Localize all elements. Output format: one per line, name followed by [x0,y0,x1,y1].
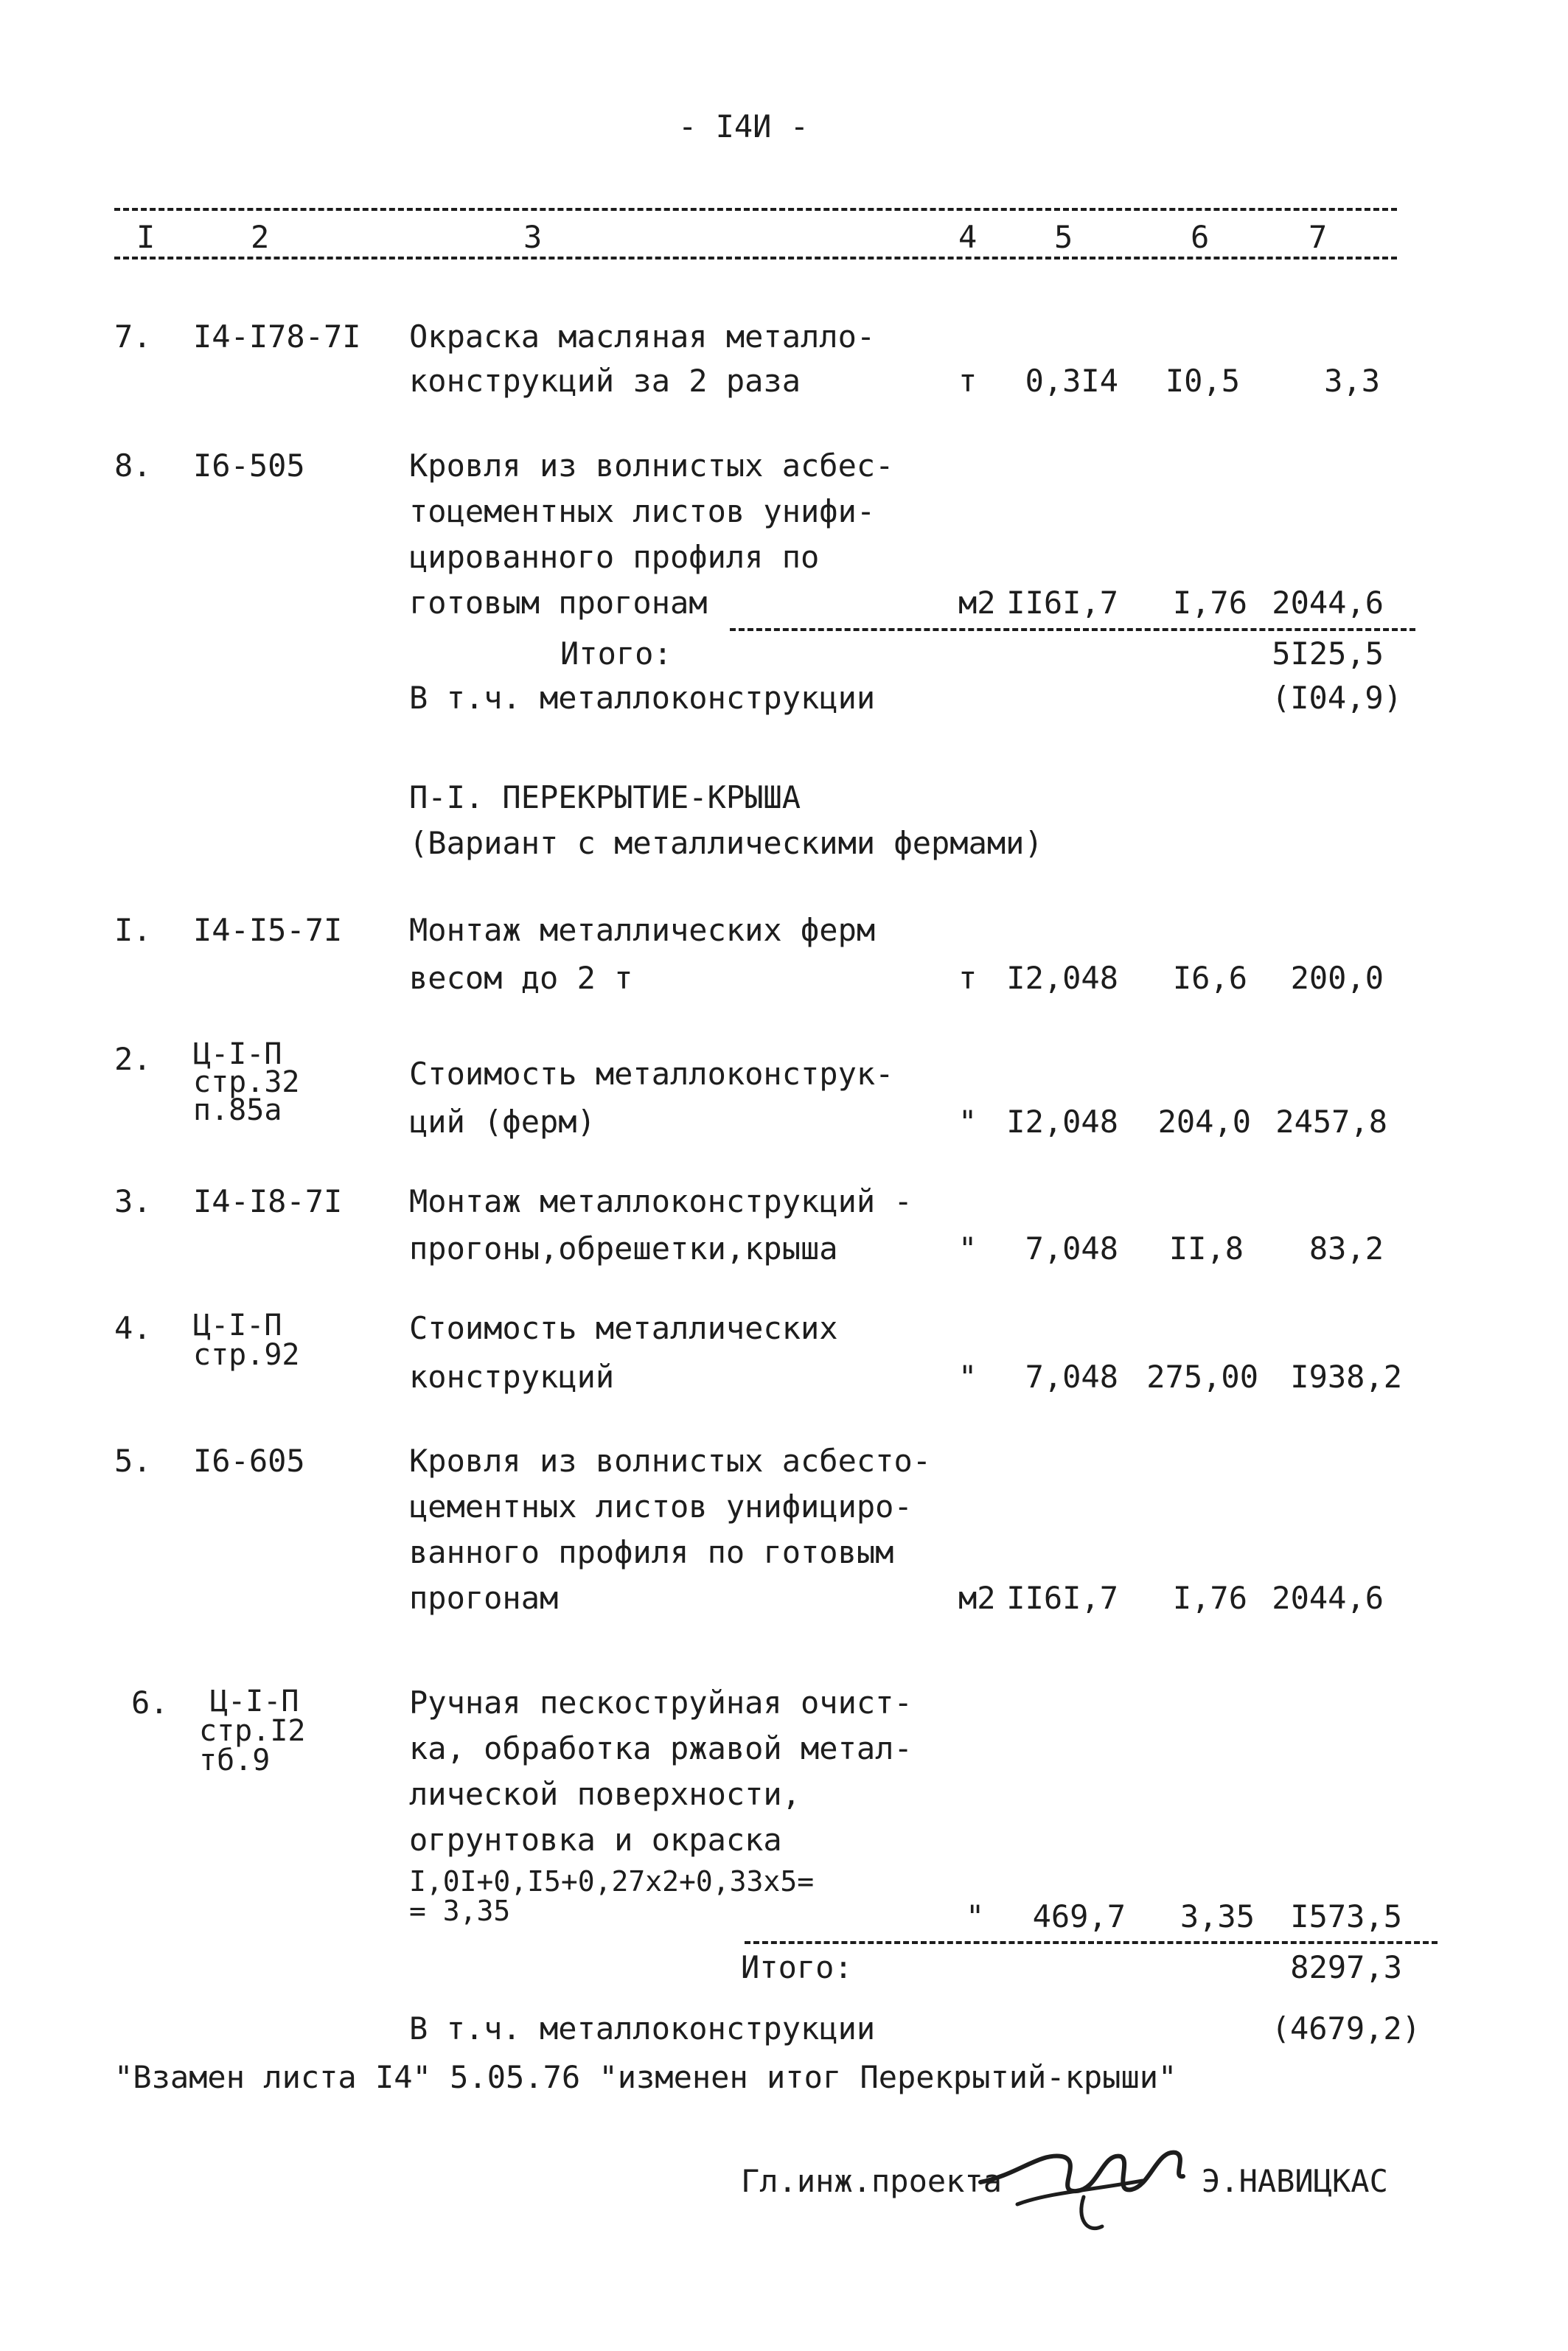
signature-name: Э.НАВИЦКАС [1202,2163,1388,2199]
row-description-line: Стоимость металлических [409,1310,838,1346]
row-total: 200,0 [1290,960,1384,996]
subtotal-label: Итого: [741,1949,853,1985]
including-label: В т.ч. металлоконструкции [409,2010,876,2047]
row-code-line: Ц-I-П [193,1037,282,1071]
row-price: I0,5 [1165,363,1240,399]
row-code-line: Ц-I-П [210,1685,299,1718]
signature-role: Гл.инж.проекта [741,2163,1003,2199]
row-description-line: огрунтовка и окраска [409,1822,782,1858]
row-description-line: цементных листов унифициро- [409,1488,913,1525]
col-header-1: I [136,219,156,255]
including-value: (4679,2) [1271,2010,1421,2047]
row-code-line: тб.9 [199,1744,271,1777]
row-code: I4-I5-7I [193,912,343,948]
row-quantity: 7,048 [1025,1230,1118,1267]
row-description-line: Окраска масляная металло- [409,318,876,355]
revision-note: "Взамен листа I4" 5.05.76 "изменен итог Перекрытий-крыши" [114,2059,1177,2095]
row-price: 204,0 [1157,1104,1251,1140]
row-quantity: I2,048 [1006,960,1118,996]
row-description-line: готовым прогонам [409,585,708,621]
row-unit: " [966,1898,985,1934]
header-rule-bottom [114,257,1397,260]
row-description-line: ванного профиля по готовым [409,1534,894,1570]
row-unit: " [958,1230,978,1267]
row-total: 83,2 [1309,1230,1384,1267]
row-code: I4-I78-7I [193,318,361,355]
row-code-line: стр.32 [193,1065,300,1099]
row-price: I6,6 [1172,960,1247,996]
row-description-line: Кровля из волнистых асбес- [409,447,894,484]
subtotal-value: 8297,3 [1290,1949,1402,1985]
row-total: 2044,6 [1272,585,1384,621]
row-unit: т [958,960,978,996]
subtotal-value: 5I25,5 [1272,635,1384,672]
row-number: 2. [114,1041,152,1077]
row-number: 3. [114,1183,152,1219]
row-price: II,8 [1168,1230,1244,1267]
signature-scribble [973,2123,1194,2241]
row-unit: " [958,1359,978,1395]
row-description-line: Ручная пескоструйная очист- [409,1685,913,1721]
row-number: 5. [114,1443,152,1479]
row-code-line: стр.92 [193,1338,300,1372]
col-header-4: 4 [958,219,978,255]
row-code-line: стр.I2 [199,1714,306,1748]
row-price: 3,35 [1180,1898,1255,1934]
row-number: 7. [114,318,152,355]
row-quantity: 469,7 [1032,1898,1126,1934]
page-number: - I4И - [678,108,809,144]
row-code: I6-605 [193,1443,305,1479]
row-quantity: II6I,7 [1006,585,1118,621]
row-description-line: Кровля из волнистых асбесто- [409,1443,932,1479]
row-unit: м2 [958,1580,996,1616]
col-header-2: 2 [251,219,270,255]
row-number: 6. [131,1685,169,1721]
row-formula-line: = 3,35 [409,1895,511,1927]
row-description-line: лической поверхности, [409,1776,801,1812]
including-value: (I04,9) [1271,680,1402,716]
row-description-line: ка, обработка ржавой метал- [409,1730,913,1766]
row-description-line: весом до 2 т [409,960,633,996]
row-number: I. [114,912,152,948]
section-subtitle: (Вариант с металлическими фермами) [409,825,1043,861]
row-code-line: п.85а [193,1093,282,1127]
row-number: 4. [114,1310,152,1346]
row-quantity: II6I,7 [1006,1580,1118,1616]
including-label: В т.ч. металлоконструкции [409,680,876,716]
col-header-7: 7 [1309,219,1328,255]
row-quantity: 7,048 [1025,1359,1118,1395]
row-price: I,76 [1172,1580,1247,1616]
row-price: 275,00 [1146,1359,1258,1395]
row-description-line: прогонам [409,1580,559,1616]
row-formula-line: I,0I+0,I5+0,27х2+0,33х5= [409,1865,815,1898]
col-header-3: 3 [523,219,543,255]
row-total: I573,5 [1290,1898,1402,1934]
header-rule-top [114,208,1397,211]
row-total: I938,2 [1290,1359,1402,1395]
row-description-line: Стоимость металлоконструк- [409,1056,894,1092]
col-header-5: 5 [1054,219,1073,255]
row-description-line: Монтаж металлоконструкций - [409,1183,913,1219]
row-description-line: Монтаж металлических ферм [409,912,876,948]
row-description-line: конструкций за 2 раза [409,363,801,399]
row-code: I4-I8-7I [193,1183,343,1219]
row-unit: м2 [958,585,996,621]
row-total: 3,3 [1324,363,1380,399]
row-unit: " [958,1104,978,1140]
row-number: 8. [114,447,152,484]
row-description-line: прогоны,обрешетки,крыша [409,1230,838,1267]
row-price: I,76 [1172,585,1247,621]
row-quantity: 0,3I4 [1025,363,1118,399]
row-code-line: Ц-I-П [193,1309,282,1342]
row-description-line: тоцементных листов унифи- [409,493,876,529]
row-description-line: цированного профиля по [409,539,820,575]
col-header-6: 6 [1191,219,1210,255]
section-title: П-I. ПЕРЕКРЫТИЕ-КРЫША [409,779,801,815]
row-total: 2457,8 [1275,1104,1387,1140]
subtotal-label: Итого: [560,635,672,672]
row-quantity: I2,048 [1006,1104,1118,1140]
row-total: 2044,6 [1272,1580,1384,1616]
row-description-line: ций (ферм) [409,1104,596,1140]
row-code: I6-505 [193,447,305,484]
row-unit: т [958,363,978,399]
row-description-line: конструкций [409,1359,615,1395]
